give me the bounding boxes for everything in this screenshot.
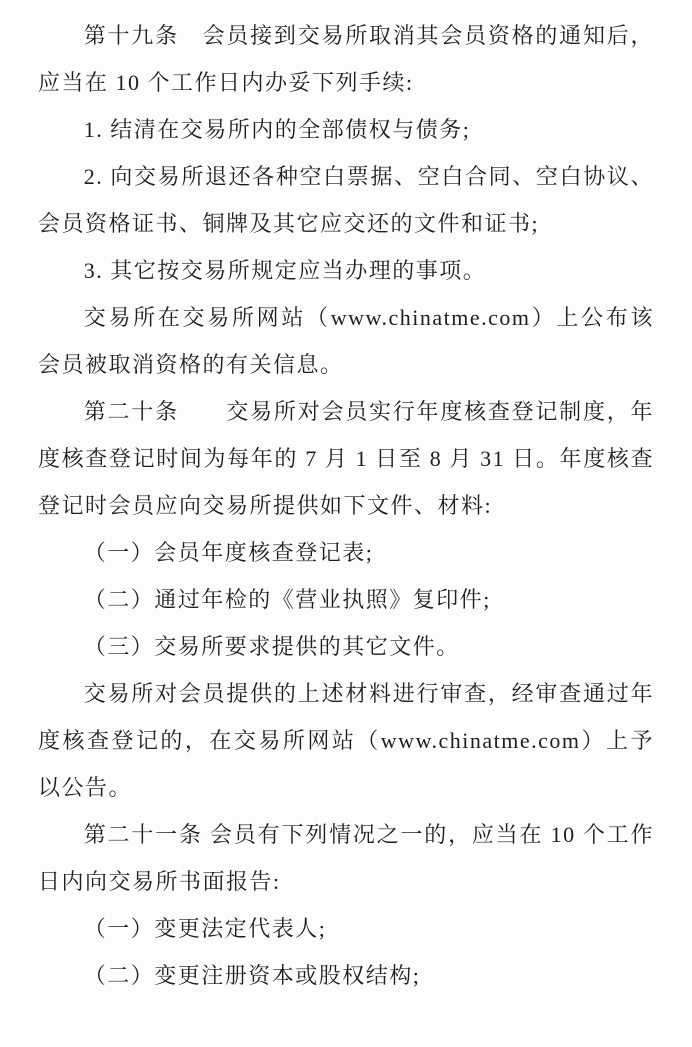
paragraph-article-19-note: 交易所在交易所网站（www.chinatme.com）上公布该会员被取消资格的有关信息。 bbox=[38, 305, 654, 377]
paragraph-article-19-item-2: 2. 向交易所退还各种空白票据、空白合同、空白协议、会员资格证书、铜牌及其它应交还的文件和证书; bbox=[38, 164, 654, 236]
paragraph-article-20-item-1: （一）会员年度核查登记表; bbox=[83, 540, 374, 565]
paragraph-article-21-item-2: （二）变更注册资本或股权结构; bbox=[83, 963, 421, 988]
paragraph-article-20-item-2: （二）通过年检的《营业执照》复印件; bbox=[83, 587, 491, 612]
paragraph-article-21-intro: 第二十一条 会员有下列情况之一的，应当在 10 个工作日内向交易所书面报告: bbox=[38, 822, 654, 894]
paragraph-article-20-note: 交易所对会员提供的上述材料进行审查，经审查通过年度核查登记的，在交易所网站（www.chinatme.com）上予以公告。 bbox=[38, 681, 654, 800]
paragraph-article-20-intro: 第二十条 交易所对会员实行年度核查登记制度，年度核查登记时间为每年的 7 月 1 日至 8 月 31 日。年度核查登记时会员应向交易所提供如下文件、材料: bbox=[38, 399, 654, 518]
paragraph-article-19-item-1: 1. 结清在交易所内的全部债权与债务; bbox=[83, 117, 471, 142]
paragraph-article-19-item-3: 3. 其它按交易所规定应当办理的事项。 bbox=[83, 258, 487, 283]
paragraph-article-20-item-3: （三）交易所要求提供的其它文件。 bbox=[83, 634, 460, 659]
paragraph-article-19-intro: 第十九条 会员接到交易所取消其会员资格的通知后，应当在 10 个工作日内办妥下列手续: bbox=[38, 23, 654, 95]
paragraph-article-21-item-1: （一）变更法定代表人; bbox=[83, 916, 327, 941]
